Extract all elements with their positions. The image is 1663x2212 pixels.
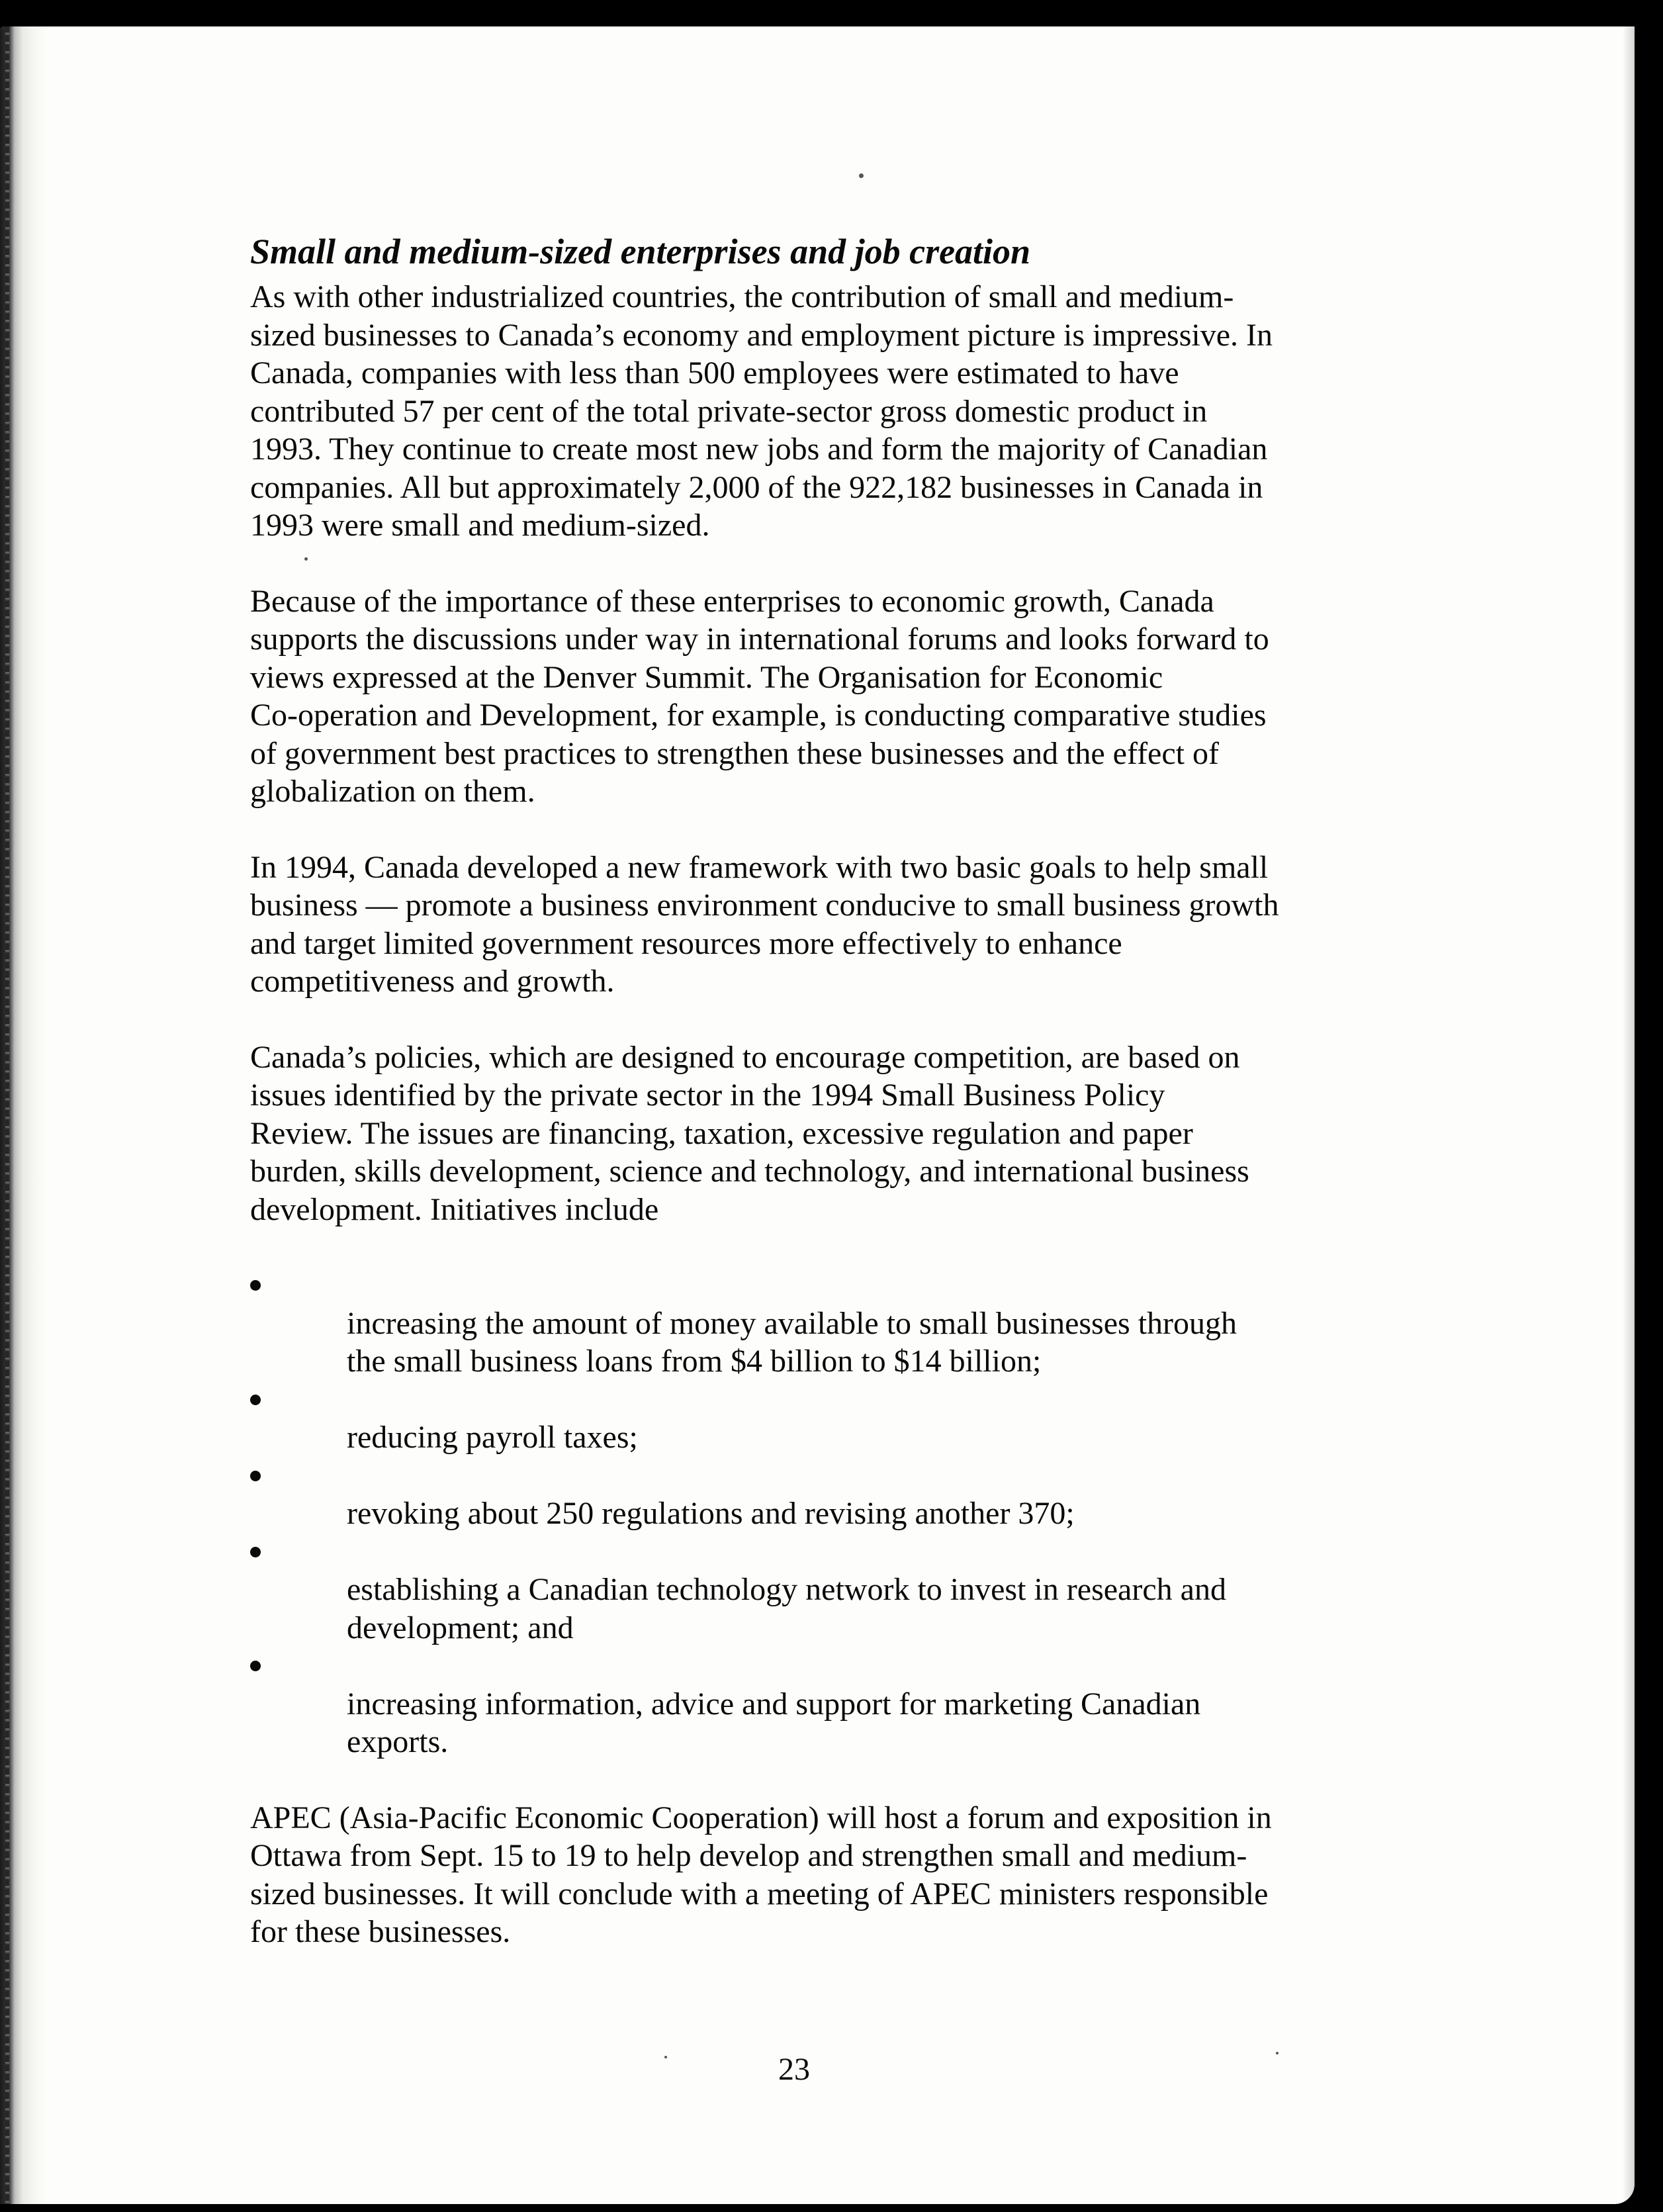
page-number: 23 (778, 2052, 810, 2087)
list-item-text: increasing information, advice and support for marketing Canadian exports. (347, 1686, 1201, 1759)
paragraph-economic-growth: Because of the importance of these enterprises to economic growth, Canada supports the discussions under way in international forums and looks forward to views expressed at the Denver Summit. The Organisation for Economic Co-operation and Development, for example, is conducting comparative studies of government best practices to strengthen these businesses and the effect of globalization on them. (250, 583, 1269, 809)
list-item-text: establishing a Canadian technology network to invest in research and development; and (347, 1572, 1226, 1645)
list-item (250, 1266, 1349, 1381)
scan-speck (1276, 2052, 1279, 2054)
paragraph-gap (250, 545, 1349, 582)
paragraph-gap (250, 811, 1349, 849)
scan-speck (859, 173, 864, 178)
list-item (250, 1457, 1349, 1533)
list-item-text: increasing the amount of money available to small businesses through the small business loans from $4 billion to $14 billion; (347, 1305, 1237, 1379)
list-item-text: revoking about 250 regulations and revising another 370; (347, 1496, 1075, 1531)
paragraph-sme-contribution: As with other industrialized countries, the contribution of small and medium- sized businesses to Canada’s economy and employment picture is impressive. In Canada, companies with less than 500 employees were estimated to have contributed 57 per cent of the total private-sector gross domestic product in 1993. They continue to create most new jobs and form the majority of Canadian companies. All but approximately 2,000 of the 922,182 businesses in Canada in 1993 were small and medium-sized. (250, 279, 1273, 543)
document-body (250, 225, 1349, 1951)
bullet-icon (250, 1547, 261, 1557)
list-item (250, 1533, 1349, 1647)
list-item (250, 1647, 1349, 1761)
paragraph-apec: APEC (Asia-Pacific Economic Cooperation) will host a forum and exposition in Ottawa from Sept. 15 to 19 to help develop and strengthen small and medium- sized businesses. It will conclude with a meeting of APEC ministers responsible for these businesses. (250, 1800, 1272, 1949)
bullet-icon (250, 1471, 261, 1481)
initiatives-list (250, 1266, 1349, 1761)
list-item (250, 1381, 1349, 1457)
page-edge-shadow (1623, 26, 1635, 2204)
paragraph-framework-1994: In 1994, Canada developed a new framework with two basic goals to help small business — promote a business environment conducive to small business growth and target limited government resources more effectively to enhance competitiveness and growth. (250, 849, 1279, 999)
paragraph-gap (250, 1761, 1349, 1799)
bullet-icon (250, 1280, 261, 1291)
paragraph-gap (250, 1228, 1349, 1266)
bullet-icon (250, 1395, 261, 1405)
bullet-icon (250, 1661, 261, 1671)
scanned-page (0, 26, 1635, 2204)
paragraph-policies: Canada’s policies, which are designed to encourage competition, are based on issues identified by the private sector in the 1994 Small Business Policy Review. The issues are financing, taxation, excessive regulation and paper burden, skills development, science and technology, and international business development. Initiatives include (250, 1039, 1249, 1227)
list-item-text: reducing payroll taxes; (347, 1420, 638, 1455)
paragraph-gap (250, 1001, 1349, 1038)
section-heading: Small and medium-sized enterprises and job creation (250, 232, 1031, 271)
scan-speck (664, 2056, 667, 2058)
binding-edge (0, 26, 46, 2204)
